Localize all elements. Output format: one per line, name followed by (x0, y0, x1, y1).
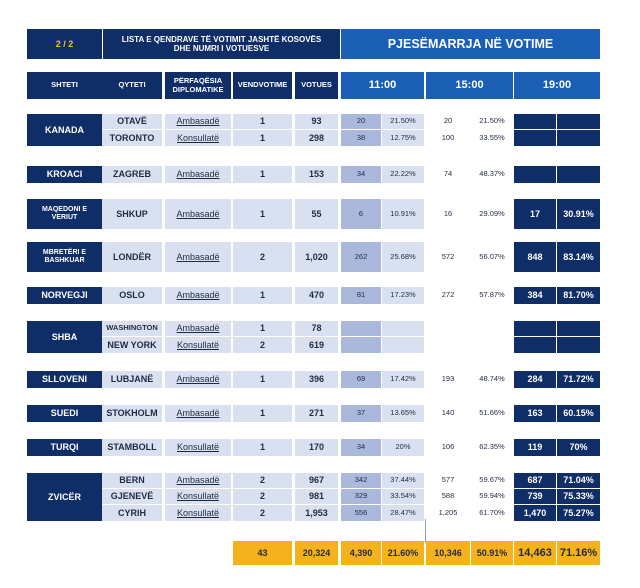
col-time-19: 19:00 (514, 72, 600, 99)
turnout-11-percent: 25.68% (382, 242, 424, 272)
voters-cell: 396 (295, 371, 338, 388)
column-divider (425, 519, 426, 543)
city-cell: GJENEVË (102, 489, 162, 505)
turnout-19-percent: 75.33% (557, 489, 600, 505)
mission-cell: Konsullatë (165, 439, 231, 456)
turnout-19-count: 739 (514, 489, 556, 505)
col-city: QYTETI (102, 72, 162, 99)
total-15-count: 10,346 (426, 541, 470, 565)
mission-cell: Ambasadë (165, 371, 231, 388)
col-time-11: 11:00 (341, 72, 424, 99)
voters-cell: 298 (295, 130, 338, 146)
mission-cell: Ambasadë (165, 166, 231, 183)
turnout-11-count: 69 (341, 371, 381, 388)
stations-cell: 1 (233, 166, 292, 183)
stations-cell: 1 (233, 371, 292, 388)
turnout-11-count: 329 (341, 489, 381, 505)
turnout-title: PJESËMARRJA NË VOTIME (341, 29, 600, 59)
mission-cell: Konsullatë (165, 337, 231, 353)
city-cell: BERN (102, 473, 162, 489)
turnout-19-percent (557, 321, 600, 337)
col-stations: VENDVOTIME (233, 72, 292, 99)
city-cell: STAMBOLL (102, 439, 162, 456)
turnout-19-percent: 71.72% (557, 371, 600, 388)
turnout-15-count: 74 (426, 166, 470, 183)
voters-cell: 271 (295, 405, 338, 422)
turnout-11-percent (382, 337, 424, 353)
turnout-15-count: 572 (426, 242, 470, 272)
voters-cell: 981 (295, 489, 338, 505)
country-cell: SLLOVENI (27, 371, 102, 388)
turnout-19-percent: 60.15% (557, 405, 600, 422)
turnout-15-count: 193 (426, 371, 470, 388)
turnout-19-count: 17 (514, 199, 556, 229)
turnout-11-percent: 28.47% (382, 505, 424, 521)
turnout-11-percent: 13.65% (382, 405, 424, 422)
turnout-19-count: 1,470 (514, 505, 556, 521)
voters-cell: 93 (295, 114, 338, 130)
turnout-19-count: 848 (514, 242, 556, 272)
turnout-15-percent: 59.67% (471, 473, 513, 489)
page-number: 2 / 2 (27, 29, 102, 59)
stations-cell: 2 (233, 242, 292, 272)
city-cell: NEW YORK (102, 337, 162, 353)
city-cell: TORONTO (102, 130, 162, 146)
turnout-11-count: 342 (341, 473, 381, 489)
country-cell: MAQEDONI E VERIUT (27, 199, 102, 229)
stations-cell: 2 (233, 505, 292, 521)
voters-cell: 1,020 (295, 242, 338, 272)
stations-cell: 1 (233, 130, 292, 146)
total-19-percent: 71.16% (557, 541, 600, 565)
city-cell: LUBJANË (102, 371, 162, 388)
mission-cell: Ambasadë (165, 242, 231, 272)
turnout-11-count: 38 (341, 130, 381, 146)
stations-cell: 2 (233, 473, 292, 489)
country-cell: MBRETËRI E BASHKUAR (27, 242, 102, 272)
turnout-15-percent: 33.55% (471, 130, 513, 146)
city-cell: STOKHOLM (102, 405, 162, 422)
turnout-11-percent: 21.50% (382, 114, 424, 130)
turnout-11-count: 34 (341, 439, 381, 456)
city-cell: WASHINGTON (102, 321, 162, 337)
turnout-19-count: 384 (514, 287, 556, 304)
total-11-count: 4,390 (341, 541, 381, 565)
stations-cell: 1 (233, 321, 292, 337)
turnout-15-count: 106 (426, 439, 470, 456)
mission-cell: Konsullatë (165, 489, 231, 505)
turnout-19-percent: 70% (557, 439, 600, 456)
turnout-11-percent: 22.22% (382, 166, 424, 183)
total-voters: 20,324 (295, 541, 338, 565)
turnout-15-count (426, 337, 470, 353)
turnout-15-count: 1,205 (426, 505, 470, 521)
turnout-19-percent (557, 130, 600, 146)
city-cell: OSLO (102, 287, 162, 304)
turnout-19-count: 687 (514, 473, 556, 489)
col-time-15: 15:00 (426, 72, 513, 99)
city-cell: CYRIH (102, 505, 162, 521)
turnout-15-percent: 61.70% (471, 505, 513, 521)
turnout-15-percent: 48.37% (471, 166, 513, 183)
mission-cell: Ambasadë (165, 473, 231, 489)
turnout-15-percent: 29.09% (471, 199, 513, 229)
total-15-percent: 50.91% (471, 541, 513, 565)
turnout-19-count (514, 130, 556, 146)
turnout-19-percent: 75.27% (557, 505, 600, 521)
voters-cell: 78 (295, 321, 338, 337)
turnout-11-count: 37 (341, 405, 381, 422)
turnout-15-percent (471, 321, 513, 337)
turnout-11-percent: 20% (382, 439, 424, 456)
total-11-percent: 21.60% (382, 541, 424, 565)
total-19-count: 14,463 (514, 541, 556, 565)
turnout-11-count: 556 (341, 505, 381, 521)
country-cell: TURQI (27, 439, 102, 456)
turnout-15-count: 272 (426, 287, 470, 304)
document-title: LISTA E QENDRAVE TË VOTIMIT JASHTË KOSOVËS DHE NUMRI I VOTUESVE (103, 29, 340, 59)
turnout-15-count: 16 (426, 199, 470, 229)
country-cell: NORVEGJI (27, 287, 102, 304)
turnout-19-percent: 30.91% (557, 199, 600, 229)
turnout-19-percent: 81.70% (557, 287, 600, 304)
voters-cell: 470 (295, 287, 338, 304)
turnout-11-count: 6 (341, 199, 381, 229)
mission-cell: Konsullatë (165, 130, 231, 146)
turnout-19-count: 163 (514, 405, 556, 422)
turnout-15-count: 20 (426, 114, 470, 130)
turnout-15-count: 588 (426, 489, 470, 505)
turnout-11-count: 20 (341, 114, 381, 130)
turnout-19-percent: 83.14% (557, 242, 600, 272)
turnout-15-count: 100 (426, 130, 470, 146)
stations-cell: 1 (233, 199, 292, 229)
stations-cell: 1 (233, 405, 292, 422)
turnout-15-count: 140 (426, 405, 470, 422)
turnout-11-percent: 17.42% (382, 371, 424, 388)
col-mission: PËRFAQËSIA DIPLOMATIKE (165, 72, 231, 99)
city-cell: OTAVË (102, 114, 162, 130)
turnout-15-percent: 62.35% (471, 439, 513, 456)
city-cell: SHKUP (102, 199, 162, 229)
voters-cell: 1,953 (295, 505, 338, 521)
country-cell: KANADA (27, 114, 102, 146)
turnout-19-count (514, 337, 556, 353)
turnout-11-count: 34 (341, 166, 381, 183)
turnout-19-percent (557, 337, 600, 353)
stations-cell: 2 (233, 337, 292, 353)
turnout-11-percent: 37.44% (382, 473, 424, 489)
stations-cell: 1 (233, 439, 292, 456)
mission-cell: Ambasadë (165, 114, 231, 130)
turnout-19-count (514, 114, 556, 130)
col-country: SHTETI (27, 72, 102, 99)
voters-cell: 619 (295, 337, 338, 353)
turnout-15-count: 577 (426, 473, 470, 489)
turnout-11-percent: 17.23% (382, 287, 424, 304)
turnout-11-count (341, 337, 381, 353)
turnout-11-percent (382, 321, 424, 337)
stations-cell: 1 (233, 114, 292, 130)
turnout-11-count (341, 321, 381, 337)
city-cell: ZAGREB (102, 166, 162, 183)
turnout-11-percent: 10.91% (382, 199, 424, 229)
turnout-15-percent: 59.94% (471, 489, 513, 505)
turnout-19-percent (557, 166, 600, 183)
stations-cell: 2 (233, 489, 292, 505)
country-cell: SUEDI (27, 405, 102, 422)
mission-cell: Ambasadë (165, 405, 231, 422)
turnout-11-percent: 33.54% (382, 489, 424, 505)
city-cell: LONDËR (102, 242, 162, 272)
turnout-15-percent: 51.66% (471, 405, 513, 422)
turnout-15-percent: 57.87% (471, 287, 513, 304)
stations-cell: 1 (233, 287, 292, 304)
turnout-11-percent: 12.75% (382, 130, 424, 146)
turnout-19-count (514, 321, 556, 337)
turnout-15-percent (471, 337, 513, 353)
mission-cell: Ambasadë (165, 199, 231, 229)
mission-cell: Ambasadë (165, 287, 231, 304)
turnout-19-count: 119 (514, 439, 556, 456)
turnout-19-count (514, 166, 556, 183)
turnout-15-percent: 48.74% (471, 371, 513, 388)
country-cell: KROACI (27, 166, 102, 183)
country-cell: ZVICËR (27, 473, 102, 521)
turnout-15-count (426, 321, 470, 337)
turnout-11-count: 81 (341, 287, 381, 304)
turnout-15-percent: 56.07% (471, 242, 513, 272)
voters-cell: 55 (295, 199, 338, 229)
mission-cell: Konsullatë (165, 505, 231, 521)
turnout-19-count: 284 (514, 371, 556, 388)
col-voters: VOTUES (295, 72, 338, 99)
turnout-19-percent (557, 114, 600, 130)
voters-cell: 170 (295, 439, 338, 456)
mission-cell: Ambasadë (165, 321, 231, 337)
voters-cell: 153 (295, 166, 338, 183)
country-cell: SHBA (27, 321, 102, 353)
turnout-11-count: 262 (341, 242, 381, 272)
turnout-15-percent: 21.50% (471, 114, 513, 130)
total-stations: 43 (233, 541, 292, 565)
voters-cell: 967 (295, 473, 338, 489)
turnout-19-percent: 71.04% (557, 473, 600, 489)
